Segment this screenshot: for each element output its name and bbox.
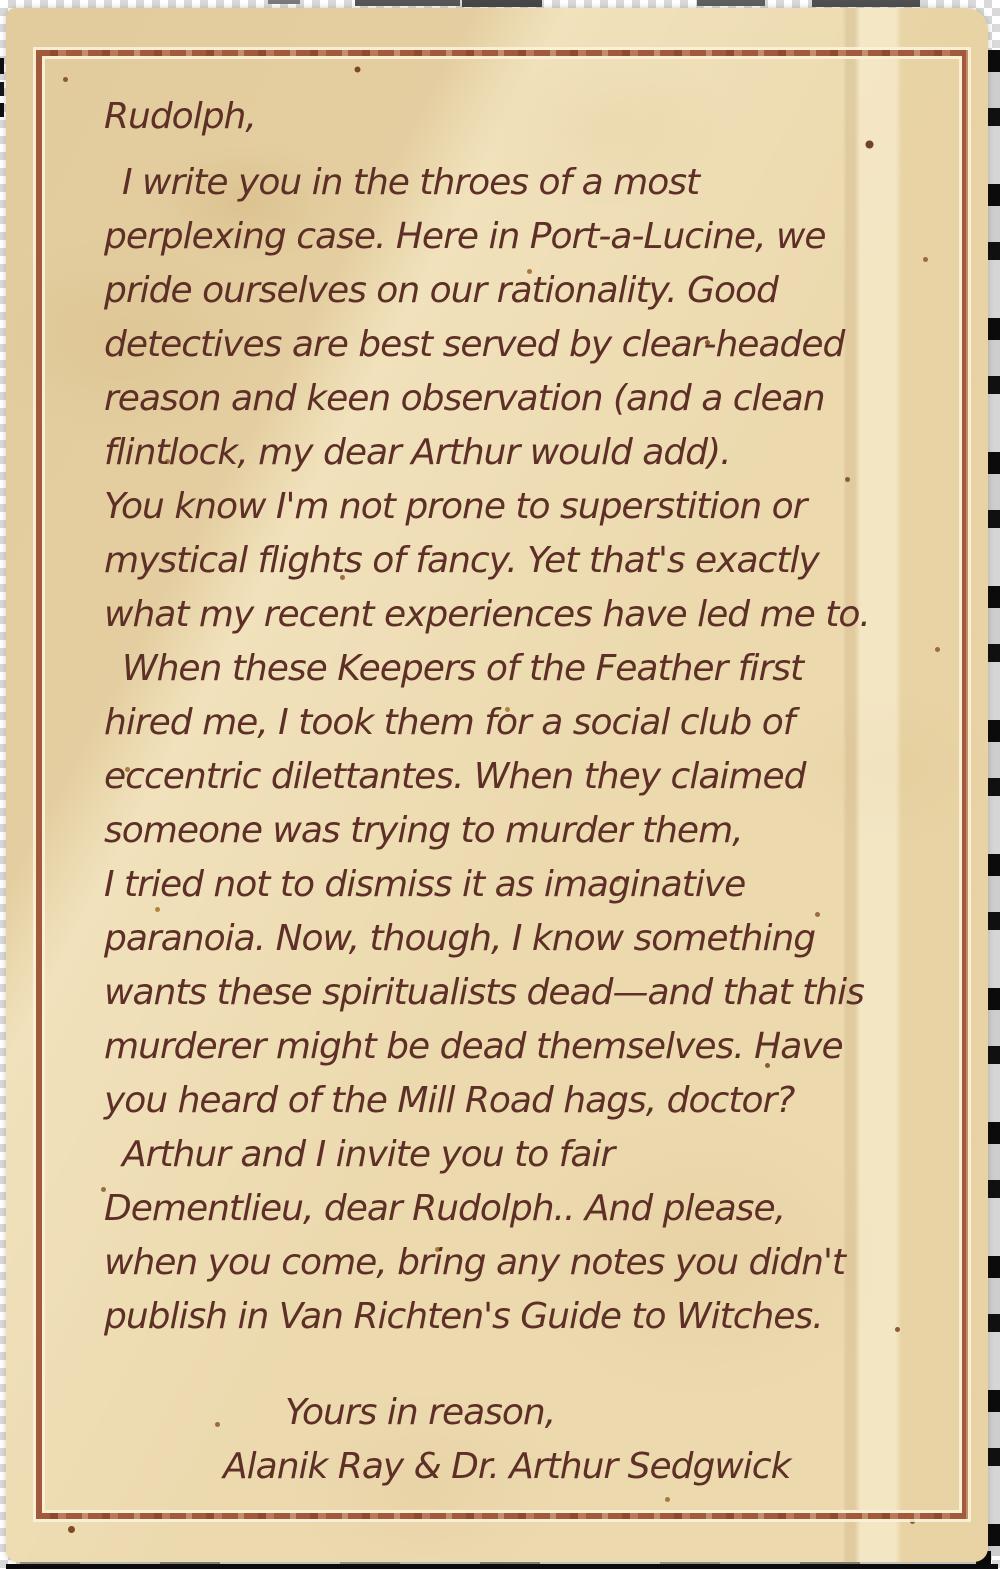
letter-body xyxy=(104,156,904,1344)
edge-artifact-left xyxy=(0,82,4,96)
paper-speckles xyxy=(6,8,9,11)
letter-line: reason and keen observation (and a clean xyxy=(104,378,825,419)
letter-line: flintlock, my dear Arthur would add). xyxy=(104,432,731,473)
letter-line: someone was trying to murder them, xyxy=(104,810,743,851)
letter-signature: Alanik Ray & Dr. Arthur Sedgwick xyxy=(223,1446,791,1487)
letter-line: you heard of the Mill Road hags, doctor? xyxy=(104,1080,795,1121)
letter-line: hired me, I took them for a social club of xyxy=(104,702,795,743)
letter-line: Arthur and I invite you to fair xyxy=(122,1134,615,1175)
letter-line: Dementlieu, dear Rudolph.. And please, xyxy=(104,1188,786,1229)
edge-artifact-top xyxy=(697,0,765,6)
letter-line: when you come, bring any notes you didn't xyxy=(104,1242,845,1283)
edge-artifact-top xyxy=(462,0,542,7)
letter xyxy=(104,90,904,1494)
edge-artifact-top xyxy=(812,0,920,7)
letter-line: detectives are best served by clear-headed xyxy=(104,324,845,365)
letter-line: paranoia. Now, though, I know something xyxy=(104,918,816,959)
letter-closing: Yours in reason, xyxy=(285,1392,556,1433)
letter-line: publish in Van Richten's Guide to Witches. xyxy=(104,1296,823,1337)
letter-line: I tried not to dismiss it as imaginative xyxy=(104,864,746,905)
letter-salutation: Rudolph, xyxy=(104,96,256,137)
edge-artifact-left xyxy=(0,103,4,117)
letter-line: When these Keepers of the Feather first xyxy=(122,648,804,689)
letter-line: mystical flights of fancy. Yet that's exactly xyxy=(104,540,819,581)
letter-line: wants these spiritualists dead—and that this xyxy=(104,972,864,1013)
edge-artifact-top xyxy=(355,0,460,6)
letter-line: murderer might be dead themselves. Have xyxy=(104,1026,843,1067)
edge-artifact-top xyxy=(268,0,300,4)
letter-line: You know I'm not prone to superstition or xyxy=(104,486,807,527)
edge-artifact-left xyxy=(0,58,4,74)
edge-artifact-right xyxy=(988,50,1000,1556)
letter-line: pride ourselves on our rationality. Good xyxy=(104,270,778,311)
letter-line: eccentric dilettantes. When they claimed xyxy=(104,756,806,797)
letter-line: I write you in the throes of a most xyxy=(122,162,700,203)
edge-artifact-bottom-bar xyxy=(6,1564,998,1569)
letter-line: perplexing case. Here in Port-a-Lucine, we xyxy=(104,216,826,257)
letter-line: what my recent experiences have led me to. xyxy=(104,594,870,635)
